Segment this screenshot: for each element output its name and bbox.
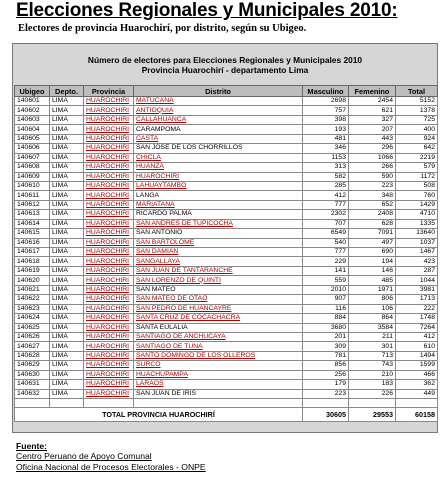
cell-distrito[interactable]: SAN MATEO DE OTAO (134, 295, 303, 304)
cell-provincia[interactable]: HUAROCHIRI (84, 97, 134, 106)
cell-distrito[interactable]: SAN JUAN DE TANTARANCHE (134, 266, 303, 275)
table-row (15, 248, 438, 257)
cell-femenino: 1066 (349, 153, 396, 162)
cell-ubigeo: 140612 (15, 200, 50, 209)
cell-ubigeo: 140611 (15, 191, 50, 200)
cell-femenino: 146 (349, 266, 396, 275)
cell-distrito[interactable]: MARIATANA (134, 200, 303, 209)
cell-depto: LIMA (50, 361, 84, 370)
table-row (15, 115, 438, 124)
cell-provincia[interactable]: HUAROCHIRI (84, 323, 134, 332)
page-title: Elecciones Regionales y Municipales 2010: (16, 0, 398, 21)
source-link-cepac[interactable]: Centro Peruano de Apoyo Comunal (16, 451, 152, 462)
cell-total: 287 (396, 266, 438, 275)
cell-depto: LIMA (50, 238, 84, 247)
cell-ubigeo: 140619 (15, 266, 50, 275)
cell-distrito[interactable]: ANTIOQUIA (134, 106, 303, 115)
cell-total: 1335 (396, 219, 438, 228)
spacer-cell (349, 399, 396, 408)
cell-ubigeo: 140603 (15, 115, 50, 124)
cell-distrito[interactable]: SANTIAGO DE TUNA (134, 342, 303, 351)
cell-total: 1037 (396, 238, 438, 247)
cell-femenino: 207 (349, 125, 396, 134)
cell-ubigeo: 140620 (15, 276, 50, 285)
header-provincia: Provincia (84, 86, 134, 97)
cell-provincia[interactable]: HUAROCHIRI (84, 210, 134, 219)
cell-provincia[interactable]: HUAROCHIRI (84, 276, 134, 285)
cell-depto: LIMA (50, 389, 84, 398)
cell-masculino: 141 (303, 266, 349, 275)
cell-depto: LIMA (50, 276, 84, 285)
cell-provincia[interactable]: HUAROCHIRI (84, 238, 134, 247)
cell-femenino: 864 (349, 314, 396, 323)
cell-total: 1044 (396, 276, 438, 285)
table-title-line-1: Número de electores para Elecciones Regionales y Municipales 2010 (87, 55, 363, 65)
cell-provincia[interactable]: HUAROCHIRI (84, 380, 134, 389)
cell-distrito: LANGA (134, 191, 303, 200)
cell-depto: LIMA (50, 97, 84, 106)
table-row (15, 285, 438, 294)
cell-masculino: 2698 (303, 97, 349, 106)
cell-masculino: 481 (303, 134, 349, 143)
cell-provincia[interactable]: HUAROCHIRI (84, 361, 134, 370)
cell-total: 1467 (396, 248, 438, 257)
cell-femenino: 1971 (349, 285, 396, 294)
table-row (15, 210, 438, 219)
cell-distrito[interactable]: SANTO DOMINGO DE LOS OLLEROS (134, 351, 303, 360)
cell-masculino: 6549 (303, 229, 349, 238)
table-row (15, 361, 438, 370)
cell-femenino: 2408 (349, 210, 396, 219)
cell-provincia[interactable]: HUAROCHIRI (84, 248, 134, 257)
cell-distrito: SAN ANTONIO (134, 229, 303, 238)
cell-ubigeo: 140602 (15, 106, 50, 115)
cell-provincia[interactable]: HUAROCHIRI (84, 191, 134, 200)
cell-depto: LIMA (50, 295, 84, 304)
table-row (15, 144, 438, 153)
cell-depto: LIMA (50, 219, 84, 228)
cell-femenino: 743 (349, 361, 396, 370)
cell-provincia[interactable]: HUAROCHIRI (84, 332, 134, 341)
spacer-cell (84, 399, 134, 408)
cell-depto: LIMA (50, 229, 84, 238)
cell-masculino: 309 (303, 342, 349, 351)
spacer-cell (134, 399, 303, 408)
cell-ubigeo: 140606 (15, 144, 50, 153)
cell-distrito: SAN JOSE DE LOS CHORRILLOS (134, 144, 303, 153)
cell-total: 362 (396, 380, 438, 389)
table-row (15, 380, 438, 389)
table-row (15, 342, 438, 351)
table-row (15, 219, 438, 228)
table-header-row (15, 86, 438, 97)
cell-masculino: 3680 (303, 323, 349, 332)
cell-femenino: 2454 (349, 97, 396, 106)
cell-masculino: 313 (303, 163, 349, 172)
cell-depto: LIMA (50, 266, 84, 275)
cell-provincia[interactable]: HUAROCHIRI (84, 219, 134, 228)
source-label: Fuente: (16, 441, 48, 451)
cell-ubigeo: 140626 (15, 332, 50, 341)
cell-masculino: 412 (303, 191, 349, 200)
cell-total: 400 (396, 125, 438, 134)
table-row (15, 332, 438, 341)
cell-femenino: 3584 (349, 323, 396, 332)
cell-masculino: 193 (303, 125, 349, 134)
cell-provincia[interactable]: HUAROCHIRI (84, 229, 134, 238)
cell-provincia[interactable]: HUAROCHIRI (84, 370, 134, 379)
source-link-onpe[interactable]: Oficina Nacional de Procesos Electorales - ONPE (16, 461, 206, 472)
cell-femenino: 7091 (349, 229, 396, 238)
cell-ubigeo: 140618 (15, 257, 50, 266)
cell-depto: LIMA (50, 351, 84, 360)
cell-ubigeo: 140628 (15, 351, 50, 360)
cell-total: 1713 (396, 295, 438, 304)
table-row (15, 266, 438, 275)
cell-total: 1494 (396, 351, 438, 360)
cell-distrito[interactable]: CALLAHUANCA (134, 115, 303, 124)
cell-distrito: SAN MATEO (134, 285, 303, 294)
cell-depto: LIMA (50, 106, 84, 115)
cell-depto: LIMA (50, 323, 84, 332)
cell-ubigeo: 140627 (15, 342, 50, 351)
cell-depto: LIMA (50, 163, 84, 172)
cell-femenino: 348 (349, 191, 396, 200)
cell-masculino: 201 (303, 332, 349, 341)
cell-depto: LIMA (50, 153, 84, 162)
cell-provincia[interactable]: HUAROCHIRI (84, 295, 134, 304)
cell-ubigeo: 140617 (15, 248, 50, 257)
cell-femenino: 194 (349, 257, 396, 266)
cell-femenino: 806 (349, 295, 396, 304)
cell-depto: LIMA (50, 181, 84, 190)
cell-provincia[interactable]: HUAROCHIRI (84, 200, 134, 209)
cell-distrito[interactable]: SAN DAMIAN (134, 248, 303, 257)
cell-distrito[interactable]: CASTA (134, 134, 303, 143)
cell-masculino: 582 (303, 172, 349, 181)
total-total: 60158 (396, 408, 438, 422)
header-distrito: Distrito (134, 86, 303, 97)
spacer-row (15, 399, 438, 408)
cell-ubigeo: 140614 (15, 219, 50, 228)
cell-provincia[interactable]: HUAROCHIRI (84, 134, 134, 143)
cell-total: 5152 (396, 97, 438, 106)
cell-femenino: 621 (349, 106, 396, 115)
table-row (15, 238, 438, 247)
cell-masculino: 1153 (303, 153, 349, 162)
cell-total: 4710 (396, 210, 438, 219)
cell-femenino: 226 (349, 389, 396, 398)
cell-distrito: SANTA EULALIA (134, 323, 303, 332)
cell-depto: LIMA (50, 257, 84, 266)
cell-provincia[interactable]: HUAROCHIRI (84, 257, 134, 266)
cell-masculino: 229 (303, 257, 349, 266)
cell-provincia[interactable]: HUAROCHIRI (84, 106, 134, 115)
cell-femenino: 266 (349, 163, 396, 172)
cell-ubigeo: 140601 (15, 97, 50, 106)
spacer-cell (15, 399, 50, 408)
cell-ubigeo: 140609 (15, 172, 50, 181)
cell-ubigeo: 140625 (15, 323, 50, 332)
cell-ubigeo: 140632 (15, 389, 50, 398)
cell-femenino: 223 (349, 181, 396, 190)
table-row (15, 163, 438, 172)
cell-femenino: 690 (349, 248, 396, 257)
header-total: Total (396, 86, 438, 97)
cell-masculino: 777 (303, 200, 349, 209)
cell-distrito: SAN JUAN DE IRIS (134, 389, 303, 398)
table-row (15, 97, 438, 106)
cell-provincia[interactable]: HUAROCHIRI (84, 266, 134, 275)
table-caption (13, 44, 437, 85)
source-note (16, 441, 206, 472)
cell-femenino: 210 (349, 370, 396, 379)
cell-total: 508 (396, 181, 438, 190)
header-depto: Depto. (50, 86, 84, 97)
table-row (15, 370, 438, 379)
cell-femenino: 497 (349, 238, 396, 247)
cell-depto: LIMA (50, 380, 84, 389)
cell-provincia[interactable]: HUAROCHIRI (84, 181, 134, 190)
cell-depto: LIMA (50, 248, 84, 257)
cell-masculino: 256 (303, 370, 349, 379)
total-row (15, 408, 438, 422)
cell-femenino: 485 (349, 276, 396, 285)
cell-distrito[interactable]: HUAROCHIRI (134, 172, 303, 181)
table-body (15, 97, 438, 422)
cell-provincia[interactable]: HUAROCHIRI (84, 115, 134, 124)
cell-femenino: 183 (349, 380, 396, 389)
cell-ubigeo: 140607 (15, 153, 50, 162)
spacer-cell (303, 399, 349, 408)
cell-depto: LIMA (50, 314, 84, 323)
cell-total: 1172 (396, 172, 438, 181)
table-row (15, 172, 438, 181)
table-row (15, 191, 438, 200)
cell-depto: LIMA (50, 125, 84, 134)
cell-distrito[interactable]: SAN LORENZO DE QUINTI (134, 276, 303, 285)
table-row (15, 134, 438, 143)
cell-provincia[interactable]: HUAROCHIRI (84, 304, 134, 313)
cell-depto: LIMA (50, 285, 84, 294)
cell-total: 579 (396, 163, 438, 172)
cell-total: 2219 (396, 153, 438, 162)
cell-distrito[interactable]: SANTA CRUZ DE COCACHACRA (134, 314, 303, 323)
cell-distrito[interactable]: SANGALLAYA (134, 257, 303, 266)
cell-masculino: 346 (303, 144, 349, 153)
cell-depto: LIMA (50, 210, 84, 219)
header-ubigeo: Ubigeo (15, 86, 50, 97)
cell-provincia[interactable]: HUAROCHIRI (84, 144, 134, 153)
table-row (15, 389, 438, 398)
cell-masculino: 2010 (303, 285, 349, 294)
table-row (15, 181, 438, 190)
cell-distrito: CARAMPOMA (134, 125, 303, 134)
cell-masculino: 540 (303, 238, 349, 247)
cell-ubigeo: 140616 (15, 238, 50, 247)
cell-total: 3981 (396, 285, 438, 294)
cell-ubigeo: 140615 (15, 229, 50, 238)
cell-masculino: 777 (303, 248, 349, 257)
cell-depto: LIMA (50, 134, 84, 143)
table-row (15, 295, 438, 304)
cell-distrito[interactable]: MATUCANA (134, 97, 303, 106)
cell-depto: LIMA (50, 200, 84, 209)
cell-depto: LIMA (50, 144, 84, 153)
cell-total: 1378 (396, 106, 438, 115)
cell-total: 412 (396, 332, 438, 341)
cell-distrito[interactable]: SAN PEDRO DE HUANCAYRE (134, 304, 303, 313)
cell-distrito[interactable]: LAHUAYTAMBO (134, 181, 303, 190)
cell-distrito[interactable]: HUANZA (134, 163, 303, 172)
cell-ubigeo: 140629 (15, 361, 50, 370)
cell-ubigeo: 140610 (15, 181, 50, 190)
table-row (15, 351, 438, 360)
cell-femenino: 327 (349, 115, 396, 124)
table-title-line-2: Provincia Huarochirí - departamento Lima (141, 65, 309, 75)
cell-masculino: 398 (303, 115, 349, 124)
cell-ubigeo: 140605 (15, 134, 50, 143)
cell-ubigeo: 140621 (15, 285, 50, 294)
cell-total: 449 (396, 389, 438, 398)
cell-masculino: 2302 (303, 210, 349, 219)
cell-distrito[interactable]: HUACHUPAMPA (134, 370, 303, 379)
cell-provincia[interactable]: HUAROCHIRI (84, 125, 134, 134)
cell-provincia[interactable]: HUAROCHIRI (84, 342, 134, 351)
cell-masculino: 781 (303, 351, 349, 360)
cell-femenino: 628 (349, 219, 396, 228)
cell-depto: LIMA (50, 332, 84, 341)
cell-femenino: 296 (349, 144, 396, 153)
cell-femenino: 211 (349, 332, 396, 341)
table-panel (12, 43, 438, 433)
total-label: TOTAL PROVINCIA HUAROCHIRÍ (15, 408, 303, 422)
table-row (15, 257, 438, 266)
cell-masculino: 907 (303, 295, 349, 304)
total-masculino: 30605 (303, 408, 349, 422)
spacer-cell (396, 399, 438, 408)
table-row (15, 125, 438, 134)
cell-femenino: 713 (349, 351, 396, 360)
cell-ubigeo: 140608 (15, 163, 50, 172)
cell-provincia[interactable]: HUAROCHIRI (84, 314, 134, 323)
table-row (15, 276, 438, 285)
cell-total: 725 (396, 115, 438, 124)
cell-masculino: 116 (303, 304, 349, 313)
cell-ubigeo: 140624 (15, 314, 50, 323)
cell-distrito[interactable]: LARAOS (134, 380, 303, 389)
header-femenino: Femenino (349, 86, 396, 97)
cell-depto: LIMA (50, 304, 84, 313)
cell-provincia[interactable]: HUAROCHIRI (84, 389, 134, 398)
cell-distrito[interactable]: CHICLA (134, 153, 303, 162)
cell-total: 1599 (396, 361, 438, 370)
cell-total: 7264 (396, 323, 438, 332)
electores-table (14, 85, 438, 422)
cell-total: 423 (396, 257, 438, 266)
cell-provincia[interactable]: HUAROCHIRI (84, 351, 134, 360)
table-row (15, 200, 438, 209)
cell-masculino: 559 (303, 276, 349, 285)
cell-masculino: 285 (303, 181, 349, 190)
table-row (15, 229, 438, 238)
page-subtitle: Electores de provincia Huarochirí, por distrito, según su Ubigeo. (18, 23, 307, 34)
cell-masculino: 179 (303, 380, 349, 389)
cell-total: 13640 (396, 229, 438, 238)
total-femenino: 29553 (349, 408, 396, 422)
cell-femenino: 106 (349, 304, 396, 313)
cell-masculino: 757 (303, 106, 349, 115)
cell-masculino: 856 (303, 361, 349, 370)
cell-ubigeo: 140631 (15, 380, 50, 389)
cell-total: 924 (396, 134, 438, 143)
header-masculino: Masculino (303, 86, 349, 97)
cell-depto: LIMA (50, 370, 84, 379)
cell-distrito[interactable]: SANTIAGO DE ANCHUCAYA (134, 332, 303, 341)
cell-masculino: 884 (303, 314, 349, 323)
table-row (15, 314, 438, 323)
cell-total: 760 (396, 191, 438, 200)
cell-total: 466 (396, 370, 438, 379)
cell-distrito[interactable]: SURCO (134, 361, 303, 370)
cell-provincia[interactable]: HUAROCHIRI (84, 163, 134, 172)
cell-total: 642 (396, 144, 438, 153)
cell-depto: LIMA (50, 115, 84, 124)
cell-femenino: 443 (349, 134, 396, 143)
cell-masculino: 223 (303, 389, 349, 398)
table-row (15, 323, 438, 332)
cell-provincia[interactable]: HUAROCHIRI (84, 153, 134, 162)
cell-total: 1748 (396, 314, 438, 323)
cell-ubigeo: 140613 (15, 210, 50, 219)
spacer-cell (50, 399, 84, 408)
cell-distrito[interactable]: SAN ANDRES DE TUPICOCHA (134, 219, 303, 228)
cell-ubigeo: 140604 (15, 125, 50, 134)
cell-femenino: 590 (349, 172, 396, 181)
cell-ubigeo: 140623 (15, 304, 50, 313)
cell-provincia[interactable]: HUAROCHIRI (84, 285, 134, 294)
cell-femenino: 301 (349, 342, 396, 351)
cell-femenino: 652 (349, 200, 396, 209)
cell-masculino: 707 (303, 219, 349, 228)
cell-total: 610 (396, 342, 438, 351)
table-row (15, 153, 438, 162)
cell-total: 222 (396, 304, 438, 313)
cell-distrito: RICARDO PALMA (134, 210, 303, 219)
cell-ubigeo: 140630 (15, 370, 50, 379)
table-row (15, 106, 438, 115)
cell-depto: LIMA (50, 172, 84, 181)
table-row (15, 304, 438, 313)
cell-distrito[interactable]: SAN BARTOLOME (134, 238, 303, 247)
cell-depto: LIMA (50, 342, 84, 351)
cell-provincia[interactable]: HUAROCHIRI (84, 172, 134, 181)
cell-depto: LIMA (50, 191, 84, 200)
cell-ubigeo: 140622 (15, 295, 50, 304)
cell-total: 1429 (396, 200, 438, 209)
